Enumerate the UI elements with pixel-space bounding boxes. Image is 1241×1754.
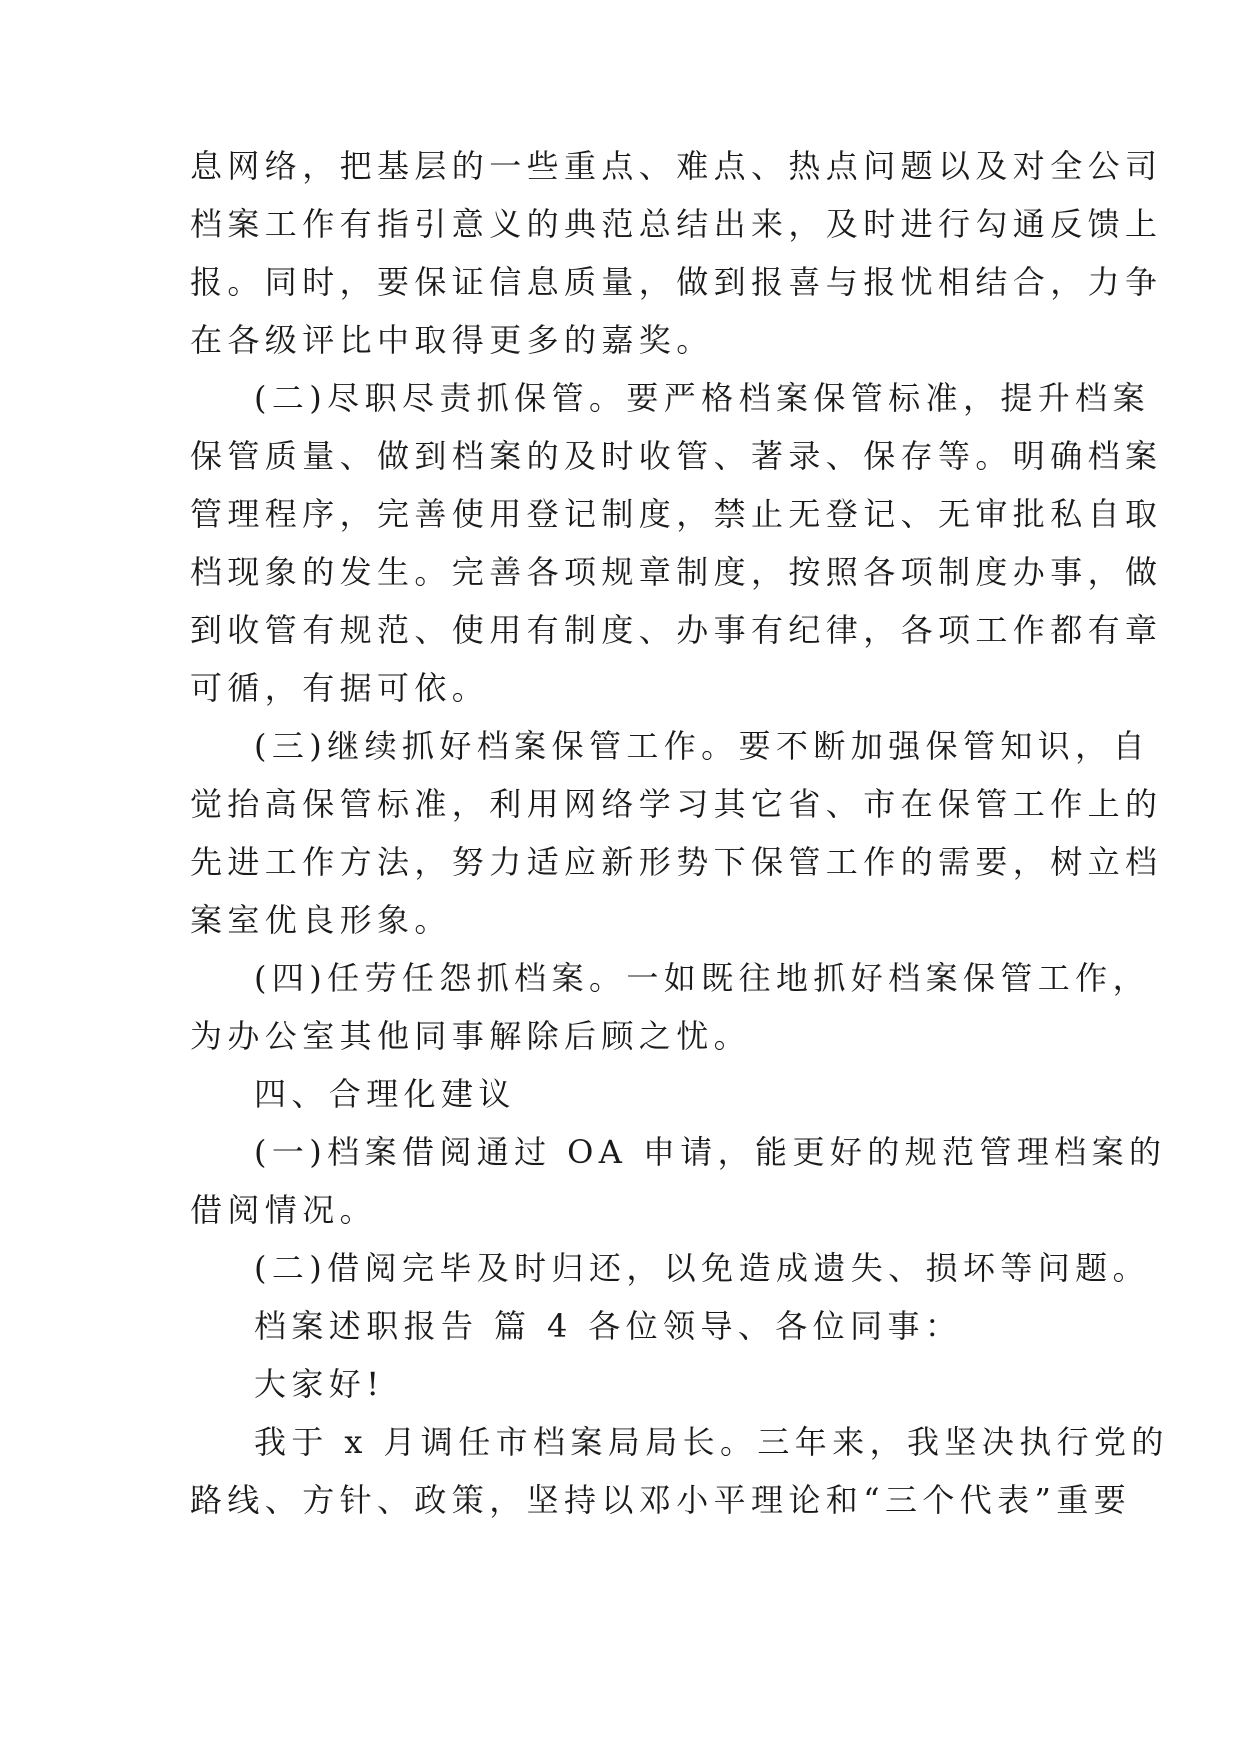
paragraph-start-line: 我于 x 月调任市档案局局长。三年来，我坚决执行党的 <box>254 1423 1169 1461</box>
text-line: 觉抬高保管标准，利用网络学习其它省、市在保管工作上的 <box>190 785 1163 823</box>
greeting-line: 大家好! <box>254 1365 385 1403</box>
paragraph-start-line: (四)任劳任怨抓档案。一如既往地抓好档案保管工作， <box>254 959 1150 997</box>
text-line: 保管质量、做到档案的及时收管、著录、保存等。明确档案 <box>190 437 1163 475</box>
text-line: 先进工作方法，努力适应新形势下保管工作的需要，树立档 <box>190 843 1163 881</box>
text-line: 在各级评比中取得更多的嘉奖。 <box>190 321 714 359</box>
text-line: 案室优良形象。 <box>190 901 452 939</box>
section-heading: 四、合理化建议 <box>254 1075 516 1113</box>
paragraph-start-line: (三)继续抓好档案保管工作。要不断加强保管知识，自 <box>254 727 1150 765</box>
paragraph-start-line: (二)借阅完毕及时归还，以免造成遗失、损坏等问题。 <box>254 1249 1150 1287</box>
text-line: 管理程序，完善使用登记制度，禁止无登记、无审批私自取 <box>190 495 1163 533</box>
text-line: 档案工作有指引意义的典范总结出来，及时进行勾通反馈上 <box>190 205 1163 243</box>
paragraph-start-line: (一)档案借阅通过 OA 申请，能更好的规范管理档案的 <box>254 1133 1167 1171</box>
text-line: 借阅情况。 <box>190 1191 378 1229</box>
text-line: 档现象的发生。完善各项规章制度，按照各项制度办事，做 <box>190 553 1163 591</box>
text-line: 为办公室其他同事解除后顾之忧。 <box>190 1017 752 1055</box>
paragraph-start-line: (二)尽职尽责抓保管。要严格档案保管标准，提升档案 <box>254 379 1150 417</box>
text-line: 报。同时，要保证信息质量，做到报喜与报忧相结合，力争 <box>190 263 1163 301</box>
report-title-line: 档案述职报告 篇 4 各位领导、各位同事： <box>254 1307 963 1345</box>
text-line: 路线、方针、政策，坚持以邓小平理论和“三个代表”重要 <box>190 1481 1132 1519</box>
text-line: 可循，有据可依。 <box>190 669 490 707</box>
text-line: 息网络，把基层的一些重点、难点、热点问题以及对全公司 <box>190 147 1163 185</box>
text-line: 到收管有规范、使用有制度、办事有纪律，各项工作都有章 <box>190 611 1163 649</box>
